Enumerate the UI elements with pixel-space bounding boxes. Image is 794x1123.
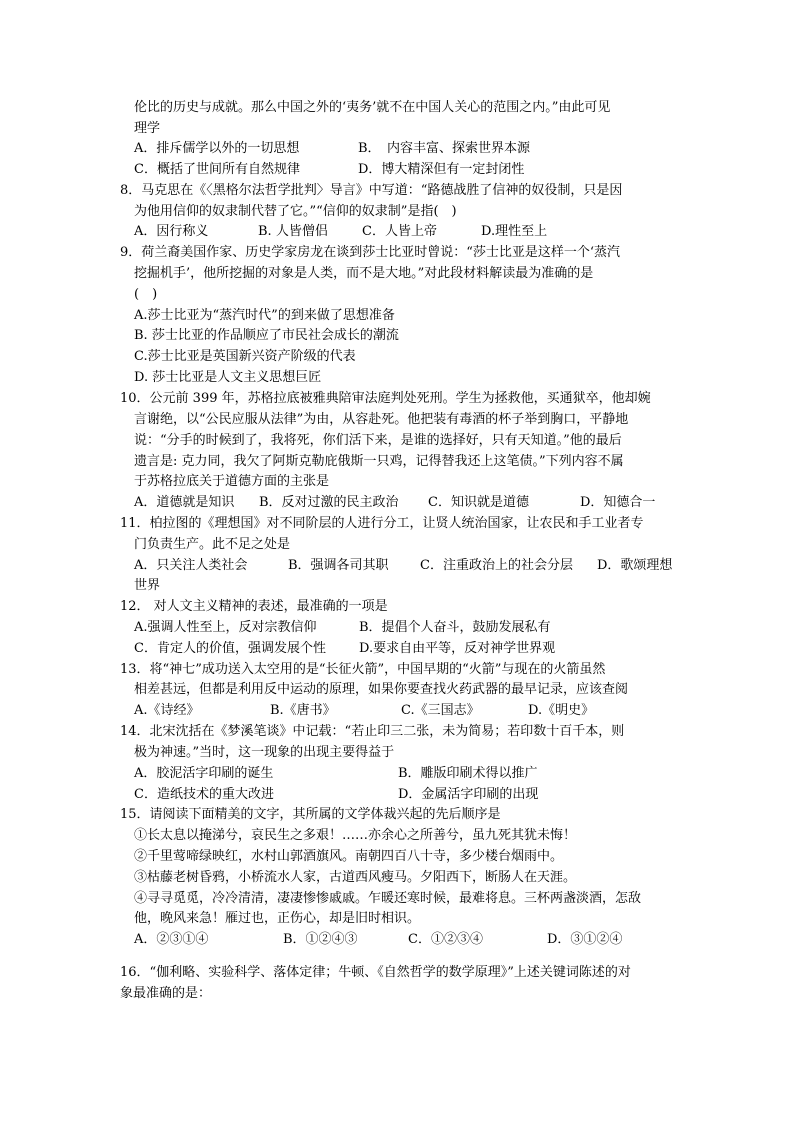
q9-stem-line: ( ) <box>134 287 158 302</box>
q11-option-a: A．只关注人类社会 <box>134 558 248 573</box>
q8-stem-line: 8．马克思在《〈黑格尔法哲学批判〉导言》中写道：“路德战胜了信神的奴役制，只是因 <box>120 183 623 198</box>
q14-stem-line: 14．北宋沈括在《梦溪笔谈》中记载：“若止印三二张，未为简易；若印数十百千本，则 <box>120 724 625 739</box>
q11-stem-line: 11．柏拉图的《理想国》对不同阶层的人进行分工，让贤人统治国家，让农民和手工业者专 <box>120 516 644 531</box>
q10-stem-line: 言谢绝，以“公民应服从法律”为由，从容赴死。他把装有毒酒的杯子举到胸口，平静地 <box>134 412 629 427</box>
q9-option-a: A.莎士比亚为“蒸汽时代”的到来做了思想准备 <box>134 308 395 323</box>
q15-passage-4-wrap: 他，晚风来急！雁过也，正伤心，却是旧时相识。 <box>134 911 421 926</box>
q11-option-c: C．注重政治上的社会分层 <box>420 558 573 573</box>
q13-stem-line: 13．将“神七”成功送入太空用的是“长征火箭”，中国早期的“火箭”与现在的火箭虽然 <box>120 662 606 677</box>
q9-stem-line: 9．荷兰裔美国作家、历史学家房龙在谈到莎士比亚时曾说：“莎士比亚是这样一个‘蒸汽 <box>120 245 621 260</box>
q10-option-d: D．知德合一 <box>580 495 656 510</box>
q15-passage-3: ③枯藤老树昏鸦，小桥流水人家，古道西风瘦马。夕阳西下，断肠人在天涯。 <box>134 870 577 885</box>
q12-stem-line: 12． 对人文主义精神的表述，最准确的一项是 <box>120 599 388 614</box>
q14-option-d: D．金属活字印刷的出现 <box>398 787 539 802</box>
q12-option-d: D.要求自由平等，反对神学世界观 <box>359 641 556 656</box>
q8-option-b: B. 人皆僧侣 <box>258 224 328 239</box>
q11-option-d: D．歌颂理想 <box>597 558 673 573</box>
q13-option-d: D.《明史》 <box>528 703 595 718</box>
q9-option-d: D. 莎士比亚是人文主义思想巨匠 <box>134 370 322 385</box>
q16-stem-line: 16．“伽利略、实验科学、落体定律；牛顿、《自然哲学的数学原理》”上述关键词陈述的对 <box>120 965 631 980</box>
q13-stem-line: 相差甚远，但都是利用反中运动的原理，如果你要查找火药武器的最早记录，应该查阅 <box>134 682 629 697</box>
q8-option-c: C．人皆上帝 <box>362 224 437 239</box>
q15-passage-2: ②千里莺啼绿映红，水村山郭酒旗风。南朝四百八十寺，多少楼台烟雨中。 <box>134 849 564 864</box>
q9-stem-line: 挖掘机手’，他所挖掘的对象是人类，而不是大地。”对此段材料解读最为准确的是 <box>134 266 594 281</box>
q15-passage-4: ④寻寻觅觅，冷冷清清，凄凄惨惨戚戚。乍暖还寒时候，最难将息。三杯两盏淡酒，怎敌 <box>134 891 642 906</box>
q10-option-c: C．知识就是道德 <box>428 495 529 510</box>
q7-stem-line: 理学 <box>134 121 161 136</box>
q12-option-b: B．提倡个人奋斗，鼓励发展私有 <box>359 620 551 635</box>
q14-stem-line: 极为神速。”当时，这一现象的出现主要得益于 <box>134 745 395 760</box>
q8-option-a: A．因行称义 <box>134 224 209 239</box>
q8-option-d: D.理性至上 <box>481 224 548 239</box>
q15-passage-1: ①长太息以掩涕兮，哀民生之多艰！……亦余心之所善兮，虽九死其犹未悔！ <box>134 828 577 843</box>
q13-option-a: A.《诗经》 <box>134 703 200 718</box>
q11-option-d-wrap: 世界 <box>134 578 161 593</box>
q7-option-d: D．博大精深但有一定封闭性 <box>358 162 525 177</box>
q15-option-c: C．①②③④ <box>408 932 483 947</box>
q10-stem-line: 10．公元前 399 年，苏格拉底被雅典陪审法庭判处死刑。学生为拯救他，买通狱卒，他却婉 <box>120 391 651 406</box>
q7-stem-line: 伦比的历史与成就。那么中国之外的‘夷务’就不在中国人关心的范围之内。”由此可见 <box>134 100 611 115</box>
q16-stem-line: 象最准确的是： <box>120 986 212 1001</box>
q10-stem-line: 说：“分手的时候到了，我将死，你们活下来，是谁的选择好，只有天知道。”他的最后 <box>134 433 622 448</box>
q13-option-c: C.《三国志》 <box>401 703 480 718</box>
q7-option-b: B． 内容丰富、探索世界本源 <box>358 141 531 156</box>
q15-option-b: B．①②④③ <box>283 932 358 947</box>
q15-option-d: D．③①②④ <box>547 932 623 947</box>
q12-option-c: C．肯定人的价值，强调发展个性 <box>134 641 326 656</box>
q9-option-c: C.莎士比亚是英国新兴资产阶级的代表 <box>134 349 356 364</box>
q7-option-a: A．排斥儒学以外的一切思想 <box>134 141 300 156</box>
q13-option-b: B.《唐书》 <box>270 703 336 718</box>
q10-stem-line: 遗言是: 克力同，我欠了阿斯克勒庇俄斯一只鸡，记得替我还上这笔债。”下列内容不属 <box>134 454 624 469</box>
q15-stem-line: 15．请阅读下面精美的文字，其所属的文学体裁兴起的先后顺序是 <box>120 807 501 822</box>
q9-option-b: B. 莎士比亚的作品顺应了市民社会成长的潮流 <box>134 328 399 343</box>
q14-option-c: C．造纸技术的重大改进 <box>134 787 274 802</box>
q12-option-a: A.强调人性至上，反对宗教信仰 <box>134 620 317 635</box>
q14-option-a: A．胶泥活字印刷的诞生 <box>134 766 274 781</box>
q11-stem-line: 门负责生产。此不足之处是 <box>134 537 291 552</box>
q8-stem-line: 为他用信仰的奴隶制代替了它。”“信仰的奴隶制”是指( ) <box>134 204 457 219</box>
q7-option-c: C．概括了世间所有自然规律 <box>134 162 300 177</box>
q11-option-b: B．强调各司其职 <box>288 558 389 573</box>
q14-option-b: B．雕版印刷术得以推广 <box>398 766 538 781</box>
q15-option-a: A．②③①④ <box>134 932 209 947</box>
q10-stem-line: 于苏格拉底关于道德方面的主张是 <box>134 474 330 489</box>
q10-option-b: B．反对过激的民主政治 <box>259 495 399 510</box>
q10-option-a: A．道德就是知识 <box>134 495 235 510</box>
